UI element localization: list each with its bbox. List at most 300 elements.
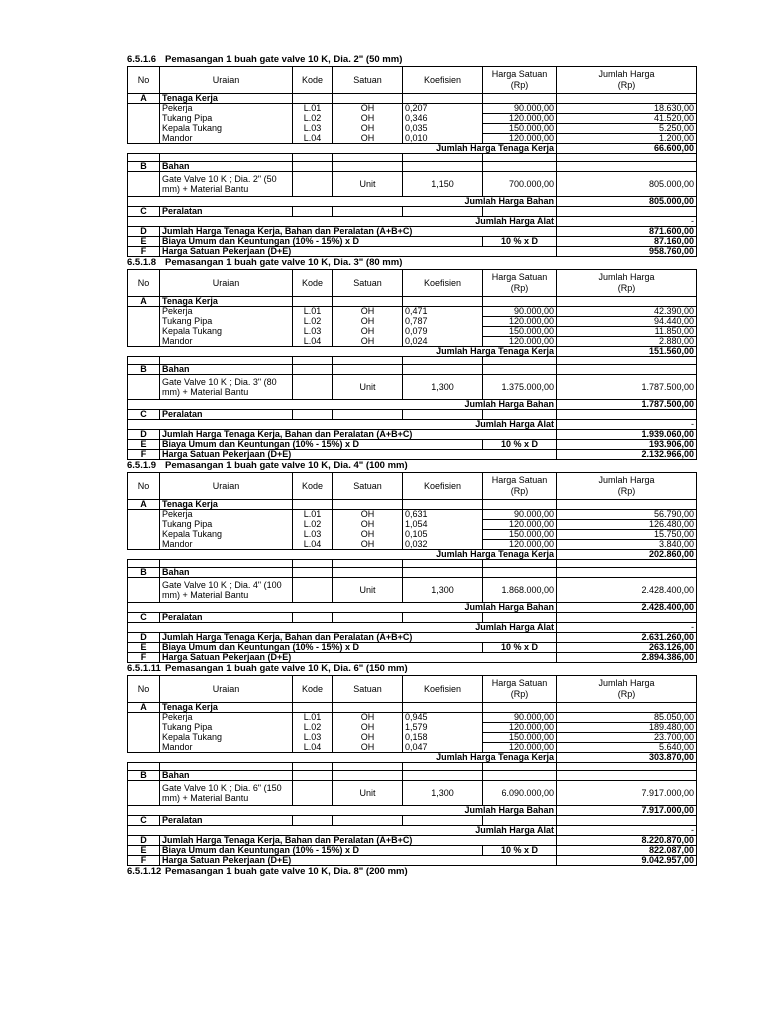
summary-letter: D (128, 836, 160, 846)
labor-row (128, 510, 697, 520)
ahsp-document (127, 54, 696, 878)
summary-letter: F (128, 653, 160, 663)
table-header-row (128, 473, 697, 500)
alat-total-label: Jumlah Harga Alat (160, 826, 557, 836)
summary-row-f (128, 653, 697, 663)
empty-cell (403, 568, 483, 578)
summary-letter: D (128, 633, 160, 643)
labor-harga-satuan: 120.000,00 (483, 114, 557, 124)
labor-row (128, 307, 697, 317)
labor-satuan: OH (333, 530, 403, 540)
labor-total-value: 66.600,00 (557, 144, 697, 154)
empty-cell (557, 771, 697, 781)
empty-cell (293, 771, 333, 781)
empty-cell (293, 154, 333, 162)
summary-letter: D (128, 430, 160, 440)
summary-label-d: Jumlah Harga Tenaga Kerja, Bahan dan Peralatan (A+B+C) (160, 430, 557, 440)
group-row-a (128, 297, 697, 307)
empty-cell (293, 172, 333, 197)
labor-uraian: Kepala Tukang (160, 327, 293, 337)
empty-cell (128, 781, 160, 806)
labor-koefisien: 0,346 (403, 114, 483, 124)
empty-cell (128, 104, 160, 114)
group-letter: C (128, 207, 160, 217)
empty-cell (293, 365, 333, 375)
empty-cell (293, 297, 333, 307)
labor-satuan: OH (333, 327, 403, 337)
material-jumlah: 1.787.500,00 (557, 375, 697, 400)
summary-value-d: 871.600,00 (557, 227, 697, 237)
empty-cell (403, 162, 483, 172)
empty-cell (333, 703, 403, 713)
empty-cell (483, 410, 557, 420)
summary-value-d: 8.220.870,00 (557, 836, 697, 846)
labor-jumlah: 56.790,00 (557, 510, 697, 520)
labor-total-label: Jumlah Harga Tenaga Kerja (160, 144, 557, 154)
labor-row (128, 713, 697, 723)
empty-cell (128, 375, 160, 400)
empty-cell (333, 771, 403, 781)
empty-cell (333, 763, 403, 771)
labor-jumlah: 1.200,00 (557, 134, 697, 144)
empty-cell (557, 703, 697, 713)
labor-row (128, 530, 697, 540)
empty-cell (128, 753, 160, 763)
summary-letter: E (128, 846, 160, 856)
material-satuan: Unit (333, 375, 403, 400)
empty-cell (128, 520, 160, 530)
labor-jumlah: 85.050,00 (557, 713, 697, 723)
empty-cell (293, 500, 333, 510)
empty-cell (557, 613, 697, 623)
analysis-section (127, 460, 696, 663)
spacer-row (128, 154, 697, 162)
empty-cell (483, 207, 557, 217)
labor-satuan: OH (333, 124, 403, 134)
labor-uraian: Tukang Pipa (160, 114, 293, 124)
labor-harga-satuan: 90.000,00 (483, 510, 557, 520)
header-harga-satuan-label: Harga Satuan (491, 272, 548, 282)
summary-letter: E (128, 643, 160, 653)
header-harga-satuan (483, 67, 557, 94)
empty-cell (333, 410, 403, 420)
section-title (127, 866, 696, 878)
material-total-row (128, 400, 697, 410)
table-header-row (128, 676, 697, 703)
empty-cell (333, 154, 403, 162)
labor-satuan: OH (333, 510, 403, 520)
empty-cell (403, 560, 483, 568)
empty-cell (403, 613, 483, 623)
summary-label-d: Jumlah Harga Tenaga Kerja, Bahan dan Peralatan (A+B+C) (160, 633, 557, 643)
summary-letter: E (128, 237, 160, 247)
material-uraian: Gate Valve 10 K ; Dia. 4" (100 mm) + Material Bantu (160, 578, 293, 603)
empty-cell (128, 623, 160, 633)
material-total-value: 1.787.500,00 (557, 400, 697, 410)
empty-cell (293, 613, 333, 623)
group-letter: A (128, 297, 160, 307)
empty-cell (128, 144, 160, 154)
material-satuan: Unit (333, 578, 403, 603)
labor-row (128, 337, 697, 347)
labor-jumlah: 5.250,00 (557, 124, 697, 134)
empty-cell (403, 297, 483, 307)
labor-uraian: Kepala Tukang (160, 124, 293, 134)
header-koefisien: Koefisien (403, 67, 483, 94)
empty-cell (557, 763, 697, 771)
spacer-row (128, 763, 697, 771)
group-letter: A (128, 703, 160, 713)
empty-cell (293, 560, 333, 568)
labor-uraian: Tukang Pipa (160, 520, 293, 530)
empty-cell (483, 154, 557, 162)
header-kode: Kode (293, 676, 333, 703)
labor-kode: L.04 (293, 540, 333, 550)
summary-label-f: Harga Satuan Pekerjaan (D+E) (160, 247, 557, 257)
header-satuan: Satuan (333, 676, 403, 703)
empty-cell (128, 172, 160, 197)
header-harga-satuan (483, 676, 557, 703)
summary-label-f: Harga Satuan Pekerjaan (D+E) (160, 856, 557, 866)
empty-cell (483, 365, 557, 375)
trailing-section (127, 866, 696, 878)
alat-total-label: Jumlah Harga Alat (160, 420, 557, 430)
group-row-c (128, 816, 697, 826)
empty-cell (333, 297, 403, 307)
empty-cell (128, 530, 160, 540)
group-label: Tenaga Kerja (160, 500, 293, 510)
price-analysis-table (127, 472, 697, 663)
price-analysis-table (127, 675, 697, 866)
header-uraian: Uraian (160, 676, 293, 703)
labor-harga-satuan: 120.000,00 (483, 317, 557, 327)
labor-uraian: Pekerja (160, 104, 293, 114)
summary-row-e (128, 440, 697, 450)
empty-cell (403, 154, 483, 162)
empty-cell (128, 763, 160, 771)
empty-cell (483, 357, 557, 365)
group-row-c (128, 410, 697, 420)
summary-value-e: 822.087,00 (557, 846, 697, 856)
section-title (127, 257, 696, 269)
labor-total-row (128, 347, 697, 357)
summary-letter: F (128, 247, 160, 257)
labor-koefisien: 0,945 (403, 713, 483, 723)
labor-koefisien: 0,047 (403, 743, 483, 753)
summary-value-d: 2.631.260,00 (557, 633, 697, 643)
group-row-a (128, 500, 697, 510)
empty-cell (483, 703, 557, 713)
summary-value-f: 958.760,00 (557, 247, 697, 257)
labor-kode: L.02 (293, 317, 333, 327)
material-total-label: Jumlah Harga Bahan (160, 806, 557, 816)
group-row-b (128, 568, 697, 578)
empty-cell (333, 568, 403, 578)
summary-row-f (128, 247, 697, 257)
labor-kode: L.01 (293, 713, 333, 723)
group-letter: C (128, 613, 160, 623)
empty-cell (333, 816, 403, 826)
empty-cell (483, 771, 557, 781)
labor-koefisien: 0,010 (403, 134, 483, 144)
alat-total-label: Jumlah Harga Alat (160, 217, 557, 227)
empty-cell (333, 500, 403, 510)
empty-cell (128, 357, 160, 365)
empty-cell (128, 154, 160, 162)
labor-jumlah: 42.390,00 (557, 307, 697, 317)
group-label: Bahan (160, 162, 293, 172)
empty-cell (128, 114, 160, 124)
empty-cell (557, 207, 697, 217)
labor-koefisien: 0,105 (403, 530, 483, 540)
group-label: Bahan (160, 365, 293, 375)
empty-cell (293, 568, 333, 578)
empty-cell (160, 763, 293, 771)
labor-row (128, 104, 697, 114)
summary-letter: F (128, 450, 160, 460)
labor-koefisien: 0,035 (403, 124, 483, 134)
section-name: Pemasangan 1 buah gate valve 10 K, Dia. 4" (100 mm) (165, 460, 408, 471)
labor-row (128, 134, 697, 144)
summary-row-d (128, 227, 697, 237)
group-row-b (128, 162, 697, 172)
header-no: No (128, 67, 160, 94)
header-jumlah-harga-unit: (Rp) (617, 283, 636, 293)
summary-row-d (128, 836, 697, 846)
labor-uraian: Pekerja (160, 307, 293, 317)
summary-label-e: Biaya Umum dan Keuntungan (10% - 15%) x D (160, 440, 483, 450)
header-kode: Kode (293, 67, 333, 94)
material-row (128, 578, 697, 603)
group-letter: B (128, 568, 160, 578)
labor-harga-satuan: 90.000,00 (483, 307, 557, 317)
labor-kode: L.03 (293, 327, 333, 337)
empty-cell (128, 347, 160, 357)
material-total-value: 805.000,00 (557, 197, 697, 207)
material-uraian: Gate Valve 10 K ; Dia. 6" (150 mm) + Material Bantu (160, 781, 293, 806)
section-number: 6.5.1.6 (127, 54, 157, 65)
labor-harga-satuan: 120.000,00 (483, 540, 557, 550)
header-jumlah-harga (557, 67, 697, 94)
header-jumlah-harga-label: Jumlah Harga (598, 69, 655, 79)
labor-jumlah: 5.640,00 (557, 743, 697, 753)
empty-cell (557, 154, 697, 162)
labor-koefisien: 0,471 (403, 307, 483, 317)
empty-cell (128, 307, 160, 317)
empty-cell (403, 410, 483, 420)
labor-harga-satuan: 120.000,00 (483, 743, 557, 753)
empty-cell (128, 550, 160, 560)
empty-cell (160, 357, 293, 365)
summary-row-d (128, 430, 697, 440)
summary-row-f (128, 856, 697, 866)
empty-cell (128, 217, 160, 227)
section-number: 6.5.1.8 (127, 257, 157, 268)
alat-total-value: - (557, 420, 697, 430)
material-total-label: Jumlah Harga Bahan (160, 603, 557, 613)
labor-satuan: OH (333, 114, 403, 124)
labor-jumlah: 189.480,00 (557, 723, 697, 733)
labor-kode: L.03 (293, 530, 333, 540)
empty-cell (403, 816, 483, 826)
header-harga-satuan-label: Harga Satuan (491, 678, 548, 688)
labor-jumlah: 18.630,00 (557, 104, 697, 114)
labor-uraian: Mandor (160, 134, 293, 144)
group-label: Peralatan (160, 613, 293, 623)
labor-harga-satuan: 120.000,00 (483, 337, 557, 347)
empty-cell (403, 357, 483, 365)
labor-harga-satuan: 90.000,00 (483, 104, 557, 114)
labor-harga-satuan: 120.000,00 (483, 520, 557, 530)
empty-cell (333, 162, 403, 172)
labor-koefisien: 0,024 (403, 337, 483, 347)
analysis-section (127, 257, 696, 460)
header-jumlah-harga-unit: (Rp) (617, 486, 636, 496)
price-analysis-table (127, 66, 697, 257)
empty-cell (483, 162, 557, 172)
empty-cell (293, 816, 333, 826)
analysis-section (127, 663, 696, 866)
group-row-a (128, 703, 697, 713)
labor-kode: L.03 (293, 124, 333, 134)
labor-uraian: Mandor (160, 743, 293, 753)
empty-cell (128, 733, 160, 743)
empty-cell (557, 816, 697, 826)
empty-cell (128, 337, 160, 347)
alat-total-value: - (557, 623, 697, 633)
empty-cell (557, 500, 697, 510)
price-analysis-table (127, 269, 697, 460)
labor-total-value: 303.870,00 (557, 753, 697, 763)
labor-harga-satuan: 120.000,00 (483, 723, 557, 733)
labor-jumlah: 41.520,00 (557, 114, 697, 124)
empty-cell (403, 94, 483, 104)
header-jumlah-harga-unit: (Rp) (617, 80, 636, 90)
empty-cell (557, 365, 697, 375)
empty-cell (557, 560, 697, 568)
material-koefisien: 1,300 (403, 375, 483, 400)
header-kode: Kode (293, 270, 333, 297)
labor-row (128, 743, 697, 753)
group-label: Peralatan (160, 816, 293, 826)
header-jumlah-harga (557, 676, 697, 703)
material-total-row (128, 197, 697, 207)
empty-cell (128, 560, 160, 568)
header-harga-satuan (483, 473, 557, 500)
section-title (127, 54, 696, 66)
group-letter: A (128, 94, 160, 104)
empty-cell (403, 771, 483, 781)
labor-row (128, 327, 697, 337)
summary-row-e (128, 237, 697, 247)
labor-total-label: Jumlah Harga Tenaga Kerja (160, 753, 557, 763)
section-name: Pemasangan 1 buah gate valve 10 K, Dia. 2" (50 mm) (165, 54, 403, 65)
summary-row-f (128, 450, 697, 460)
labor-row (128, 520, 697, 530)
labor-uraian: Pekerja (160, 510, 293, 520)
spacer-row (128, 560, 697, 568)
empty-cell (483, 94, 557, 104)
labor-jumlah: 11.850,00 (557, 327, 697, 337)
labor-satuan: OH (333, 317, 403, 327)
material-total-value: 2.428.400,00 (557, 603, 697, 613)
group-label: Tenaga Kerja (160, 703, 293, 713)
empty-cell (333, 365, 403, 375)
header-no: No (128, 676, 160, 703)
group-row-c (128, 613, 697, 623)
empty-cell (128, 420, 160, 430)
labor-koefisien: 1,054 (403, 520, 483, 530)
material-jumlah: 2.428.400,00 (557, 578, 697, 603)
summary-row-e (128, 846, 697, 856)
alat-total-value: - (557, 826, 697, 836)
empty-cell (403, 703, 483, 713)
empty-cell (557, 357, 697, 365)
analysis-section (127, 54, 696, 257)
empty-cell (483, 763, 557, 771)
labor-satuan: OH (333, 337, 403, 347)
labor-kode: L.04 (293, 743, 333, 753)
header-satuan: Satuan (333, 473, 403, 500)
empty-cell (483, 560, 557, 568)
material-jumlah: 805.000,00 (557, 172, 697, 197)
labor-total-value: 151.560,00 (557, 347, 697, 357)
group-label: Tenaga Kerja (160, 94, 293, 104)
labor-total-value: 202.860,00 (557, 550, 697, 560)
labor-jumlah: 94.440,00 (557, 317, 697, 327)
summary-label-f: Harga Satuan Pekerjaan (D+E) (160, 450, 557, 460)
header-koefisien: Koefisien (403, 676, 483, 703)
empty-cell (160, 154, 293, 162)
labor-uraian: Tukang Pipa (160, 723, 293, 733)
empty-cell (293, 162, 333, 172)
labor-uraian: Mandor (160, 540, 293, 550)
empty-cell (128, 197, 160, 207)
header-harga-satuan (483, 270, 557, 297)
summary-value-f: 2.132.966,00 (557, 450, 697, 460)
alat-total-label: Jumlah Harga Alat (160, 623, 557, 633)
group-label: Bahan (160, 568, 293, 578)
empty-cell (128, 826, 160, 836)
summary-letter: D (128, 227, 160, 237)
empty-cell (293, 375, 333, 400)
group-label: Peralatan (160, 410, 293, 420)
labor-total-label: Jumlah Harga Tenaga Kerja (160, 550, 557, 560)
empty-cell (403, 365, 483, 375)
material-satuan: Unit (333, 172, 403, 197)
labor-satuan: OH (333, 134, 403, 144)
material-row (128, 375, 697, 400)
summary-label-e: Biaya Umum dan Keuntungan (10% - 15%) x D (160, 237, 483, 247)
empty-cell (128, 124, 160, 134)
empty-cell (403, 500, 483, 510)
alat-total-row (128, 826, 697, 836)
section-title (127, 460, 696, 472)
summary-value-d: 1.939.060,00 (557, 430, 697, 440)
header-jumlah-harga (557, 270, 697, 297)
labor-jumlah: 15.750,00 (557, 530, 697, 540)
section-name: Pemasangan 1 buah gate valve 10 K, Dia. 6" (150 mm) (165, 663, 408, 674)
group-letter: C (128, 410, 160, 420)
empty-cell (128, 578, 160, 603)
header-satuan: Satuan (333, 67, 403, 94)
labor-kode: L.03 (293, 733, 333, 743)
empty-cell (333, 207, 403, 217)
empty-cell (128, 134, 160, 144)
labor-kode: L.02 (293, 723, 333, 733)
material-total-row (128, 603, 697, 613)
header-jumlah-harga-label: Jumlah Harga (598, 678, 655, 688)
